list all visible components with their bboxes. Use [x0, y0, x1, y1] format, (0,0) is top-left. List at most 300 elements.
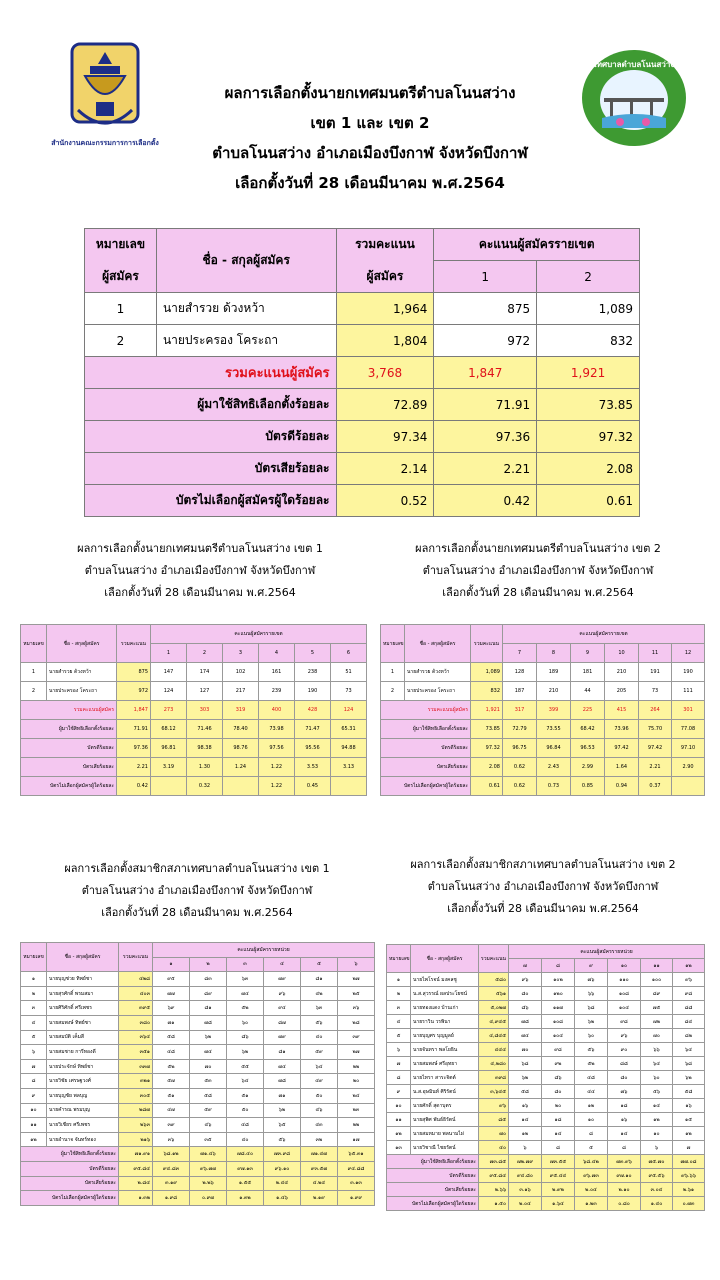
mini-stat-unit: 0.32 [187, 777, 223, 796]
council-d2-title-2: ตำบลโนนสว่าง อำเภอเมืองบึงกาฬ จังหวัดบึงกาฬ [427, 880, 659, 893]
mini-sum-total: 1,921 [471, 701, 503, 720]
mini-stat-unit: ๒.๑๙ [301, 1191, 338, 1206]
mini-candidate-unit-votes: ๕๗ [153, 1074, 190, 1089]
mini-candidate-unit-votes: ๗๔ [264, 1059, 301, 1074]
candidate-district-1: 972 [434, 325, 537, 357]
mini-stat-row [21, 758, 367, 777]
header-number: หมายเลข [85, 229, 157, 261]
mini-candidate-total: ๓๘๐ [119, 1015, 153, 1030]
mini-stat-total: 73.85 [471, 720, 503, 739]
stat-label: บัตรเสียร้อยละ [85, 453, 337, 485]
mini-candidate-unit-votes: 124 [151, 682, 187, 701]
page-title [160, 78, 580, 198]
mini-candidate-name: นายไพโรจน์ มงคลชู [411, 973, 479, 987]
mini-candidate-unit-votes: ๖๒ [264, 1103, 301, 1118]
mini-candidate-total: ๔,๘๔๕ [479, 1029, 509, 1043]
mini-candidate-row [387, 973, 705, 987]
candidate-row [85, 325, 640, 357]
mini-candidate-unit-votes: ๒๕ [338, 986, 375, 1001]
header-district: คะแนนผู้สมัครรายเขต [434, 229, 640, 261]
mini-candidate-unit-votes: ๑๘ [608, 1099, 641, 1113]
mini-candidate-unit-votes: ๕๐ [301, 1088, 338, 1103]
mini-stat-label: บัตรดีร้อยละ [387, 1169, 479, 1183]
mini-stat-unit: 97.10 [672, 739, 705, 758]
mini-candidate-unit-votes: ๑๔ [641, 1099, 673, 1113]
mini-candidate-unit-votes: ๑๔ [542, 1127, 575, 1141]
mini-candidate-unit-votes: ๖ [641, 1141, 673, 1155]
mini-stat-unit: ๐.๘๐ [608, 1197, 641, 1211]
mini-candidate-name: น.ส.สุวรรณ์ ผลประโยชน์ [411, 987, 479, 1001]
mini-candidate-unit-votes: ๗๕ [641, 1001, 673, 1015]
mini-candidate-name: นายบุญชัย พลบุญ [47, 1088, 119, 1103]
mini-unit-number: ๑๐ [608, 959, 641, 973]
mini-unit-number: 11 [639, 644, 672, 663]
mini-candidate-unit-votes: ๓๙ [153, 1118, 190, 1133]
mini-stat-unit: ๗๓.๙๘ [264, 1147, 301, 1162]
mini-candidate-unit-votes: ๕๘ [190, 1088, 227, 1103]
mini-candidate-unit-votes: ๑๒ [575, 1099, 608, 1113]
mini-stat-row [387, 1197, 705, 1211]
mini-sum-unit: 415 [605, 701, 639, 720]
mini-stat-unit: 97.42 [605, 739, 639, 758]
mini-stat-unit: ๔.๒๔ [301, 1176, 338, 1191]
mini-candidate-unit-votes: 174 [187, 663, 223, 682]
mini-candidate-row [21, 1030, 375, 1045]
mini-candidate-unit-votes: 44 [571, 682, 605, 701]
mini-candidate-name: นายประครอง โคระถา [47, 682, 117, 701]
mini-header-name: ชื่อ - สกุลผู้สมัคร [411, 945, 479, 973]
mini-candidate-total: ๔๐๓ [119, 986, 153, 1001]
council-d2-title-1: ผลการเลือกตั้งสมาชิกสภาเทศบาลตำบลโนนสว่าง เขต 2 [410, 858, 676, 871]
mini-candidate-unit-votes: ๘๒ [673, 1029, 705, 1043]
mini-stat-row [21, 720, 367, 739]
mini-stat-label: บัตรไม่เลือกผู้สมัครผู้ใดร้อยละ [387, 1197, 479, 1211]
mini-candidate-total: 1,089 [471, 663, 503, 682]
mini-stat-unit: 95.56 [295, 739, 331, 758]
mini-candidate-total: ๓๒๑ [119, 1074, 153, 1089]
mini-candidate-number: ๔ [387, 1015, 411, 1029]
mini-candidate-unit-votes: 73 [331, 682, 367, 701]
mini-candidate-unit-votes: ๔๘ [227, 1118, 264, 1133]
mini-sum-unit: 399 [537, 701, 571, 720]
mini-unit-number: ๕ [301, 957, 338, 972]
mayor-d1-title-2: ตำบลโนนสว่าง อำเภอเมืองบึงกาฬ จังหวัดบึงกาฬ [84, 564, 316, 577]
mini-sum-row [21, 701, 367, 720]
mini-candidate-unit-votes: ๖ [509, 1141, 542, 1155]
mini-candidate-unit-votes: ๑๖ [509, 1099, 542, 1113]
stat-label: ผู้มาใช้สิทธิเลือกตั้งร้อยละ [85, 389, 337, 421]
mini-header-number: หมายเลข [381, 625, 405, 663]
mini-stat-unit: ๙๔.๘๘ [338, 1161, 375, 1176]
header-row-1 [85, 229, 640, 261]
mini-stat-unit: ๙๕.๔๔ [542, 1169, 575, 1183]
mini-stat-row [21, 1161, 375, 1176]
mini-candidate-unit-votes: ๖๔ [641, 1057, 673, 1071]
mini-unit-number: 3 [223, 644, 259, 663]
mini-stat-unit: 73.98 [259, 720, 295, 739]
mini-candidate-unit-votes: ๔๖ [190, 1118, 227, 1133]
mini-candidate-unit-votes: ๘๙ [190, 986, 227, 1001]
mini-candidate-total: ๓๕๑ [119, 1045, 153, 1060]
mini-candidate-unit-votes: ๙๖ [673, 973, 705, 987]
mini-candidate-unit-votes: ๖๘ [509, 1057, 542, 1071]
mini-stat-total: 71.91 [117, 720, 151, 739]
mini-candidate-number: ๘ [21, 1074, 47, 1089]
mini-candidate-unit-votes: ๙๖ [509, 973, 542, 987]
mini-candidate-total: ๕,๐๒๗ [479, 1001, 509, 1015]
mini-candidate-row [21, 663, 367, 682]
mini-candidate-unit-votes: 191 [639, 663, 672, 682]
mini-candidate-unit-votes: ๙๔ [264, 1001, 301, 1016]
mini-candidate-row [21, 1132, 375, 1147]
mini-stat-unit: ๗๒.๗๙ [509, 1155, 542, 1169]
mini-candidate-number: ๕ [387, 1029, 411, 1043]
mini-candidate-unit-votes: ๓๒ [301, 1132, 338, 1147]
mini-candidate-total: ๓๓๗ [119, 1059, 153, 1074]
sum-district-2: 1,921 [537, 357, 640, 389]
mini-header-number: หมายเลข [21, 943, 47, 972]
mini-header-total: รวมคะแนน [117, 625, 151, 663]
mini-stat-row [21, 1176, 375, 1191]
candidate-number: 1 [85, 293, 157, 325]
mini-candidate-row [387, 1015, 705, 1029]
mini-stat-unit: 1.22 [259, 777, 295, 796]
mini-stat-label: บัตรไม่เลือกผู้สมัครผู้ใดร้อยละ [21, 777, 117, 796]
mini-candidate-unit-votes: ๘๐ [608, 1071, 641, 1085]
candidate-name: นายประครอง โคระถา [156, 325, 336, 357]
mini-stat-unit: ๑.๙๘ [153, 1191, 190, 1206]
mini-stat-unit: ๗๘.๔๐ [227, 1147, 264, 1162]
mini-candidate-unit-votes: ๑๖ [673, 1099, 705, 1113]
header-total-2: ผู้สมัคร [336, 261, 434, 293]
mini-stat-row [387, 1169, 705, 1183]
mayor-d2-title [368, 538, 708, 604]
mini-stat-unit: ๗๑.๔๗ [301, 1147, 338, 1162]
mini-stat-unit: ๑.๓๒ [227, 1191, 264, 1206]
mini-stat-unit: 0.45 [295, 777, 331, 796]
mini-stat-unit: ๙๖.๖๖ [673, 1169, 705, 1183]
mini-stat-label: บัตรเสียร้อยละ [381, 758, 471, 777]
mini-stat-unit: ๙๗.๑๐ [608, 1169, 641, 1183]
mini-candidate-number: ๑๒ [21, 1132, 47, 1147]
mini-candidate-total: ๙๖ [479, 1099, 509, 1113]
mini-candidate-name: นายศักดิ์ สุดาบุตร [411, 1099, 479, 1113]
mini-candidate-number: ๑๒ [387, 1127, 411, 1141]
mini-candidate-number: 2 [21, 682, 47, 701]
mini-unit-number: 4 [259, 644, 295, 663]
mini-candidate-number: ๖ [21, 1045, 47, 1060]
mini-stat-unit: ๖๕.๓๑ [338, 1147, 375, 1162]
mini-sum-unit: 303 [187, 701, 223, 720]
mini-candidate-unit-votes: 210 [605, 663, 639, 682]
mini-candidate-name: นายอำนาจ จันทร์ทอง [47, 1132, 119, 1147]
mini-header-district: คะแนนผู้สมัครรายเขต [151, 625, 367, 644]
mini-candidate-unit-votes: ๗๐ [509, 1043, 542, 1057]
mini-sum-unit: 264 [639, 701, 672, 720]
mini-candidate-unit-votes: ๔๘ [153, 1045, 190, 1060]
mini-header-number: หมายเลข [387, 945, 411, 973]
mini-candidate-unit-votes: ๕๓ [190, 1074, 227, 1089]
mini-stat-unit: ๑.๕๕ [227, 1176, 264, 1191]
header-total: รวมคะแนน [336, 229, 434, 261]
mini-candidate-name: นายวิชัย เศรษฐวงศ์ [47, 1074, 119, 1089]
mini-stat-unit: ๑.๖๔ [542, 1197, 575, 1211]
mini-candidate-total: ๓๙๘ [479, 1071, 509, 1085]
mini-stat-unit: ๙๖.๗๗ [190, 1161, 227, 1176]
mini-candidate-unit-votes: ๗๘ [509, 1015, 542, 1029]
mini-candidate-unit-votes: ๑๒ [641, 1113, 673, 1127]
mini-candidate-row [21, 986, 375, 1001]
mini-candidate-unit-votes: ๗๑ [153, 1015, 190, 1030]
mini-candidate-number: ๑๓ [387, 1141, 411, 1155]
mini-candidate-unit-votes: ๗๖ [575, 973, 608, 987]
mini-candidate-number: ๒ [387, 987, 411, 1001]
mini-stat-unit: ๖๘.๑๒ [153, 1147, 190, 1162]
mini-candidate-unit-votes: ๑๗ [338, 1132, 375, 1147]
mini-stat-total: 0.61 [471, 777, 503, 796]
mini-candidate-unit-votes: ๕๑ [153, 1088, 190, 1103]
candidate-district-2: 1,089 [537, 293, 640, 325]
mini-header-total: รวมคะแนน [471, 625, 503, 663]
mini-candidate-row [21, 682, 367, 701]
mini-candidate-unit-votes: ๖๔ [301, 1059, 338, 1074]
mini-candidate-unit-votes: ๖๖ [575, 987, 608, 1001]
mini-stat-unit: 73.96 [605, 720, 639, 739]
mini-stat-unit: ๒.๖๑ [673, 1183, 705, 1197]
mini-unit-number: ๑ [153, 957, 190, 972]
mini-candidate-total: ๘๕ [479, 1113, 509, 1127]
mini-stat-unit: ๗๑.๔๖ [190, 1147, 227, 1162]
mini-stat-unit: ๙๗.๑๓ [227, 1161, 264, 1176]
mini-candidate-total: ๓๖๔ [119, 1030, 153, 1045]
mini-stat-label: บัตรเสียร้อยละ [21, 1176, 119, 1191]
mini-unit-number: 5 [295, 644, 331, 663]
mini-stat-unit: ๐.๙๗ [190, 1191, 227, 1206]
mini-candidate-unit-votes: ๘๑ [301, 972, 338, 987]
mini-stat-unit: ๗๓.๙๖ [608, 1155, 641, 1169]
mini-candidate-unit-votes: ๔๒ [301, 986, 338, 1001]
mini-candidate-unit-votes: ๕๖ [264, 1132, 301, 1147]
mini-candidate-unit-votes: ๑๔ [509, 1113, 542, 1127]
mini-stat-unit: ๒.๔๔ [264, 1176, 301, 1191]
mini-candidate-name: น.ส.อุษมินท์ ศิริรัตน์ [411, 1085, 479, 1099]
mini-unit-number: 2 [187, 644, 223, 663]
mini-candidate-unit-votes: ๙๖ [264, 986, 301, 1001]
mini-stat-row [21, 739, 367, 758]
mini-stat-unit: ๒.๒๖ [190, 1176, 227, 1191]
stat-total: 97.34 [336, 421, 434, 453]
mini-candidate-row [387, 1113, 705, 1127]
mini-candidate-number: ๔ [21, 1015, 47, 1030]
mini-candidate-number: ๑๑ [387, 1113, 411, 1127]
mini-candidate-unit-votes: ๕๒ [153, 1059, 190, 1074]
mini-stat-unit: 2.43 [537, 758, 571, 777]
mini-header-name: ชื่อ - สกุลผู้สมัคร [405, 625, 471, 663]
mini-stat-unit: ๑.๙๙ [338, 1191, 375, 1206]
mini-candidate-unit-votes: ๘๐ [509, 987, 542, 1001]
mini-candidate-unit-votes: ๑๑๐ [608, 973, 641, 987]
mini-candidate-name: นายศิริศักดิ์ ศรีเพชร [47, 1001, 119, 1016]
mini-stat-unit: ๓.๑๙ [153, 1176, 190, 1191]
mini-stat-total: 97.32 [471, 739, 503, 758]
mini-candidate-unit-votes: 205 [605, 682, 639, 701]
mini-stat-total: 97.36 [117, 739, 151, 758]
mini-stat-row [387, 1183, 705, 1197]
stat-label: บัตรไม่เลือกผู้สมัครผู้ใดร้อยละ [85, 485, 337, 517]
mini-candidate-unit-votes: ๗๔ [190, 1045, 227, 1060]
mini-candidate-unit-votes: ๕๘ [673, 1085, 705, 1099]
mini-stat-unit: ๓.๑๖ [509, 1183, 542, 1197]
mini-candidate-unit-votes: ๔๙ [301, 1074, 338, 1089]
mini-stat-row [381, 739, 705, 758]
stat-district-2: 2.08 [537, 453, 640, 485]
stat-total: 72.89 [336, 389, 434, 421]
stat-total: 2.14 [336, 453, 434, 485]
stat-district-1: 0.42 [434, 485, 537, 517]
mini-stat-unit: ๗๓.๕๕ [542, 1155, 575, 1169]
mini-candidate-row [387, 1057, 705, 1071]
mini-candidate-unit-votes: ๘ [575, 1127, 608, 1141]
mini-candidate-row [21, 1118, 375, 1133]
mini-candidate-total: ๔,๙๔๕ [479, 1015, 509, 1029]
council-d1-title-1: ผลการเลือกตั้งสมาชิกสภาเทศบาลตำบลโนนสว่าง เขต 1 [64, 862, 330, 875]
mini-stat-unit: ๙๖.๑๐ [264, 1161, 301, 1176]
mini-candidate-unit-votes: ๙๘ [673, 987, 705, 1001]
mini-unit-number: 12 [672, 644, 705, 663]
mini-stat-total: ๙๕.๘๔ [119, 1161, 153, 1176]
mini-stat-unit: ๗๕.๗๐ [641, 1155, 673, 1169]
mini-stat-unit: 3.19 [151, 758, 187, 777]
mini-candidate-number: ๓ [21, 1001, 47, 1016]
mini-stat-unit: ๑.๔๖ [264, 1191, 301, 1206]
mini-candidate-unit-votes: 128 [503, 663, 537, 682]
mini-candidate-unit-votes: ๑๘ [542, 1113, 575, 1127]
mini-stat-unit: 75.70 [639, 720, 672, 739]
stat-row [85, 389, 640, 421]
mini-candidate-unit-votes: ๖๘ [575, 1001, 608, 1015]
mini-candidate-unit-votes: ๕๐ [227, 1103, 264, 1118]
mini-stat-unit: 72.79 [503, 720, 537, 739]
mini-stat-unit: ๑.๔๐ [641, 1197, 673, 1211]
mini-stat-unit: 96.84 [537, 739, 571, 758]
mini-candidate-name: นายประครอง โคระถา [405, 682, 471, 701]
mini-stat-unit: 73.55 [537, 720, 571, 739]
mini-candidate-unit-votes: ๒๓ [338, 1103, 375, 1118]
mini-candidate-unit-votes: 51 [331, 663, 367, 682]
mini-candidate-number: ๑๑ [21, 1118, 47, 1133]
mini-unit-number: 9 [571, 644, 605, 663]
mini-header-row [21, 625, 367, 644]
ect-logo-text: สำนักงานคณะกรรมการการเลือกตั้ง [51, 139, 159, 147]
mini-candidate-number: ๙ [387, 1085, 411, 1099]
mini-candidate-unit-votes: ๑๒๐ [542, 987, 575, 1001]
mayor-d2-table [380, 624, 705, 796]
mini-stat-unit: 0.94 [605, 777, 639, 796]
mini-candidate-name: นายวิชาณี ไชยรัตน์ [411, 1141, 479, 1155]
mini-candidate-unit-votes: ๗๙ [264, 972, 301, 987]
mini-candidate-unit-votes: 187 [503, 682, 537, 701]
mini-stat-unit: 0.62 [503, 777, 537, 796]
mini-stat-label: บัตรดีร้อยละ [381, 739, 471, 758]
mini-stat-unit: ๒.๙๒ [542, 1183, 575, 1197]
mini-unit-number: ๘ [542, 959, 575, 973]
mini-stat-label: บัตรเสียร้อยละ [21, 758, 117, 777]
mini-candidate-unit-votes: ๑๔ [608, 1127, 641, 1141]
title-line-1: ผลการเลือกตั้งนายกเทศมนตรีตำบลโนนสว่าง [224, 84, 516, 102]
mini-candidate-row [387, 1141, 705, 1155]
mini-stat-unit: 94.88 [331, 739, 367, 758]
mini-candidate-row [387, 1071, 705, 1085]
mini-stat-unit: 0.37 [639, 777, 672, 796]
mini-stat-unit: 96.75 [503, 739, 537, 758]
mini-candidate-name: นายราวิน วรพินา [411, 1015, 479, 1029]
mini-candidate-row [21, 1045, 375, 1060]
mini-stat-unit: ๖๘.๔๒ [575, 1155, 608, 1169]
mini-stat-total: ๗๓.๘๕ [479, 1155, 509, 1169]
mini-stat-unit: 71.47 [295, 720, 331, 739]
mini-candidate-unit-votes: ๙๘ [608, 1015, 641, 1029]
mini-sum-unit: 124 [331, 701, 367, 720]
mini-stat-total: ๑.๕๐ [479, 1197, 509, 1211]
mini-candidate-row [387, 1127, 705, 1141]
mini-candidate-unit-votes: ๘๔ [673, 1015, 705, 1029]
mini-stat-unit: 97.42 [639, 739, 672, 758]
mini-candidate-name: นายไทรา สาระจิตต์ [411, 1071, 479, 1085]
mini-candidate-unit-votes: ๕ [575, 1141, 608, 1155]
mini-header-name: ชื่อ - สกุลผู้สมัคร [47, 943, 119, 972]
mini-candidate-unit-votes: 73 [639, 682, 672, 701]
mini-stat-total: ๗๑.๙๑ [119, 1147, 153, 1162]
mini-candidate-row [21, 1074, 375, 1089]
mini-stat-total: ๒.๘๔ [119, 1176, 153, 1191]
mini-header-number: หมายเลข [21, 625, 47, 663]
mini-unit-number: ๙ [575, 959, 608, 973]
mini-candidate-unit-votes: ๒๗ [338, 1045, 375, 1060]
mini-candidate-number: ๗ [21, 1059, 47, 1074]
mini-candidate-unit-votes: ๒๒ [338, 1118, 375, 1133]
stat-row [85, 421, 640, 453]
mini-candidate-unit-votes: ๒๘ [338, 1015, 375, 1030]
mini-stat-unit: 2.21 [639, 758, 672, 777]
mini-candidate-unit-votes: ๓๖ [338, 1001, 375, 1016]
mini-candidate-name: นายคำรณ พรมบุญ [47, 1103, 119, 1118]
mini-stat-unit: ๙๕.๕๖ [641, 1169, 673, 1183]
mini-candidate-total: ๔๔๔ [479, 1043, 509, 1057]
mini-candidate-unit-votes: ๘๘ [673, 1001, 705, 1015]
mini-stat-unit: 1.64 [605, 758, 639, 777]
mini-header-total: รวมคะแนน [479, 945, 509, 973]
municipality-logo-text: เทศบาลตำบลโนนสว่าง [594, 60, 674, 69]
mini-stat-unit [151, 777, 187, 796]
mini-candidate-number: ๑ [21, 972, 47, 987]
mini-candidate-unit-votes: 238 [295, 663, 331, 682]
mini-candidate-total: ๔๐ [479, 1141, 509, 1155]
mini-candidate-unit-votes: 147 [151, 663, 187, 682]
mini-stat-unit: 1.24 [223, 758, 259, 777]
mini-stat-unit: 0.73 [537, 777, 571, 796]
mini-candidate-unit-votes: ๒๒ [338, 1059, 375, 1074]
mini-sum-row [381, 701, 705, 720]
mini-candidate-unit-votes: ๗๑ [264, 1088, 301, 1103]
mini-candidate-number: ๑๐ [21, 1103, 47, 1118]
sum-district-1: 1,847 [434, 357, 537, 389]
mini-candidate-name: นายวิเชียร ศรีเพชร [47, 1118, 119, 1133]
mini-candidate-row [21, 1088, 375, 1103]
mini-header-row [381, 625, 705, 644]
mini-candidate-unit-votes: ๕๙ [190, 1103, 227, 1118]
mini-candidate-unit-votes: ๑๑๗ [542, 1001, 575, 1015]
mini-candidate-name: นายสุพิศ พันธ์ธิรัตน์ [411, 1113, 479, 1127]
